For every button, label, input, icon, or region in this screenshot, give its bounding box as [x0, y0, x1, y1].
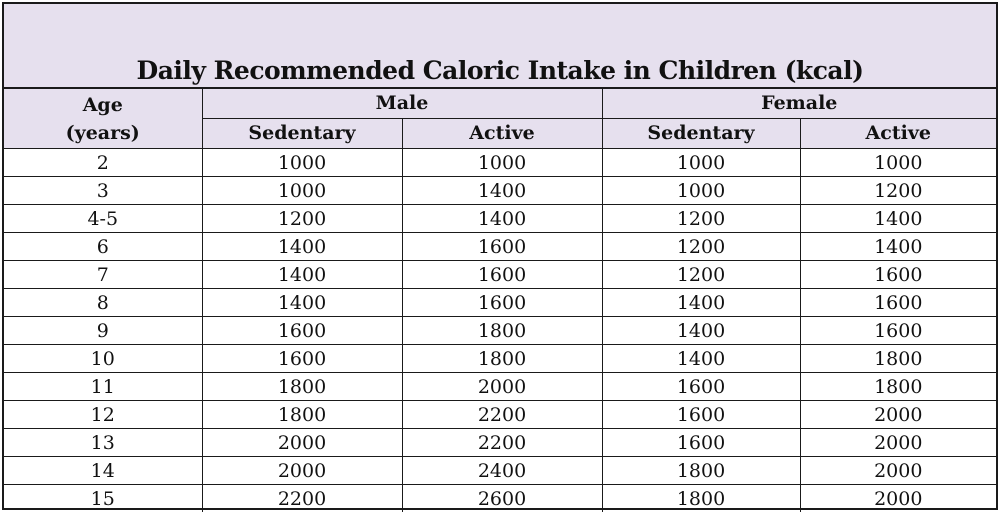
subheader-male-active: Active — [402, 119, 602, 149]
group-header-male: Male — [202, 89, 602, 119]
cell-female-sedentary: 1600 — [602, 401, 800, 429]
cell-female-sedentary: 1000 — [602, 149, 800, 177]
cell-female-sedentary: 1200 — [602, 205, 800, 233]
cell-male-sedentary: 1000 — [202, 177, 402, 205]
cell-female-sedentary: 1000 — [602, 177, 800, 205]
cell-male-active: 2200 — [402, 401, 602, 429]
table-row — [4, 429, 996, 457]
cell-male-sedentary: 1200 — [202, 205, 402, 233]
table-row — [4, 457, 996, 485]
cell-male-sedentary: 1000 — [202, 149, 402, 177]
table-row — [4, 261, 996, 289]
cell-female-active: 1200 — [800, 177, 996, 205]
cell-age: 14 — [4, 457, 202, 485]
cell-female-sedentary: 1200 — [602, 261, 800, 289]
cell-male-active: 2200 — [402, 429, 602, 457]
cell-female-sedentary: 1400 — [602, 317, 800, 345]
cell-female-active: 1400 — [800, 233, 996, 261]
table-frame — [2, 2, 998, 510]
cell-male-sedentary: 1800 — [202, 401, 402, 429]
header-row-groups — [4, 89, 996, 119]
caloric-intake-table — [4, 89, 996, 512]
cell-male-active: 1600 — [402, 233, 602, 261]
cell-male-active: 1800 — [402, 317, 602, 345]
cell-male-sedentary: 1400 — [202, 261, 402, 289]
table-body — [4, 149, 996, 513]
cell-age: 4-5 — [4, 205, 202, 233]
subheader-male-sedentary: Sedentary — [202, 119, 402, 149]
cell-female-active: 1400 — [800, 205, 996, 233]
subheader-female-sedentary: Sedentary — [602, 119, 800, 149]
cell-female-sedentary: 1400 — [602, 289, 800, 317]
age-header-line-2: (years) — [65, 121, 140, 144]
cell-female-active: 1600 — [800, 317, 996, 345]
cell-age: 7 — [4, 261, 202, 289]
cell-male-sedentary: 2000 — [202, 457, 402, 485]
cell-female-active: 1800 — [800, 373, 996, 401]
cell-male-active: 1800 — [402, 345, 602, 373]
cell-male-active: 2000 — [402, 373, 602, 401]
table-row — [4, 485, 996, 513]
cell-age: 10 — [4, 345, 202, 373]
cell-age: 6 — [4, 233, 202, 261]
cell-male-active: 1000 — [402, 149, 602, 177]
cell-male-active: 2600 — [402, 485, 602, 513]
cell-age: 2 — [4, 149, 202, 177]
cell-age: 9 — [4, 317, 202, 345]
table-row — [4, 289, 996, 317]
cell-female-sedentary: 1800 — [602, 485, 800, 513]
cell-age: 3 — [4, 177, 202, 205]
cell-age: 15 — [4, 485, 202, 513]
cell-female-active: 2000 — [800, 457, 996, 485]
table-row — [4, 233, 996, 261]
cell-female-sedentary: 1600 — [602, 373, 800, 401]
cell-female-active: 1600 — [800, 261, 996, 289]
age-header-line-1: Age — [82, 93, 123, 116]
cell-male-active: 1400 — [402, 177, 602, 205]
cell-male-active: 2400 — [402, 457, 602, 485]
cell-male-sedentary: 1400 — [202, 233, 402, 261]
table-title: Daily Recommended Caloric Intake in Children (kcal) — [136, 56, 864, 85]
cell-female-sedentary: 1200 — [602, 233, 800, 261]
table-row — [4, 401, 996, 429]
cell-age: 13 — [4, 429, 202, 457]
table-row — [4, 317, 996, 345]
cell-age: 11 — [4, 373, 202, 401]
cell-female-active: 1000 — [800, 149, 996, 177]
cell-female-active: 2000 — [800, 429, 996, 457]
cell-female-active: 1600 — [800, 289, 996, 317]
age-column-header — [4, 89, 202, 149]
table-row — [4, 149, 996, 177]
cell-male-active: 1600 — [402, 289, 602, 317]
cell-male-active: 1400 — [402, 205, 602, 233]
table-row — [4, 373, 996, 401]
cell-female-sedentary: 1400 — [602, 345, 800, 373]
cell-male-active: 1600 — [402, 261, 602, 289]
group-header-female: Female — [602, 89, 996, 119]
cell-female-sedentary: 1800 — [602, 457, 800, 485]
cell-female-sedentary: 1600 — [602, 429, 800, 457]
cell-female-active: 2000 — [800, 485, 996, 513]
table-row — [4, 345, 996, 373]
table-row — [4, 177, 996, 205]
title-band — [4, 4, 996, 89]
cell-male-sedentary: 1600 — [202, 317, 402, 345]
cell-male-sedentary: 1400 — [202, 289, 402, 317]
cell-male-sedentary: 1600 — [202, 345, 402, 373]
cell-age: 12 — [4, 401, 202, 429]
cell-male-sedentary: 1800 — [202, 373, 402, 401]
table-row — [4, 205, 996, 233]
cell-male-sedentary: 2000 — [202, 429, 402, 457]
cell-male-sedentary: 2200 — [202, 485, 402, 513]
cell-female-active: 1800 — [800, 345, 996, 373]
cell-female-active: 2000 — [800, 401, 996, 429]
cell-age: 8 — [4, 289, 202, 317]
subheader-female-active: Active — [800, 119, 996, 149]
